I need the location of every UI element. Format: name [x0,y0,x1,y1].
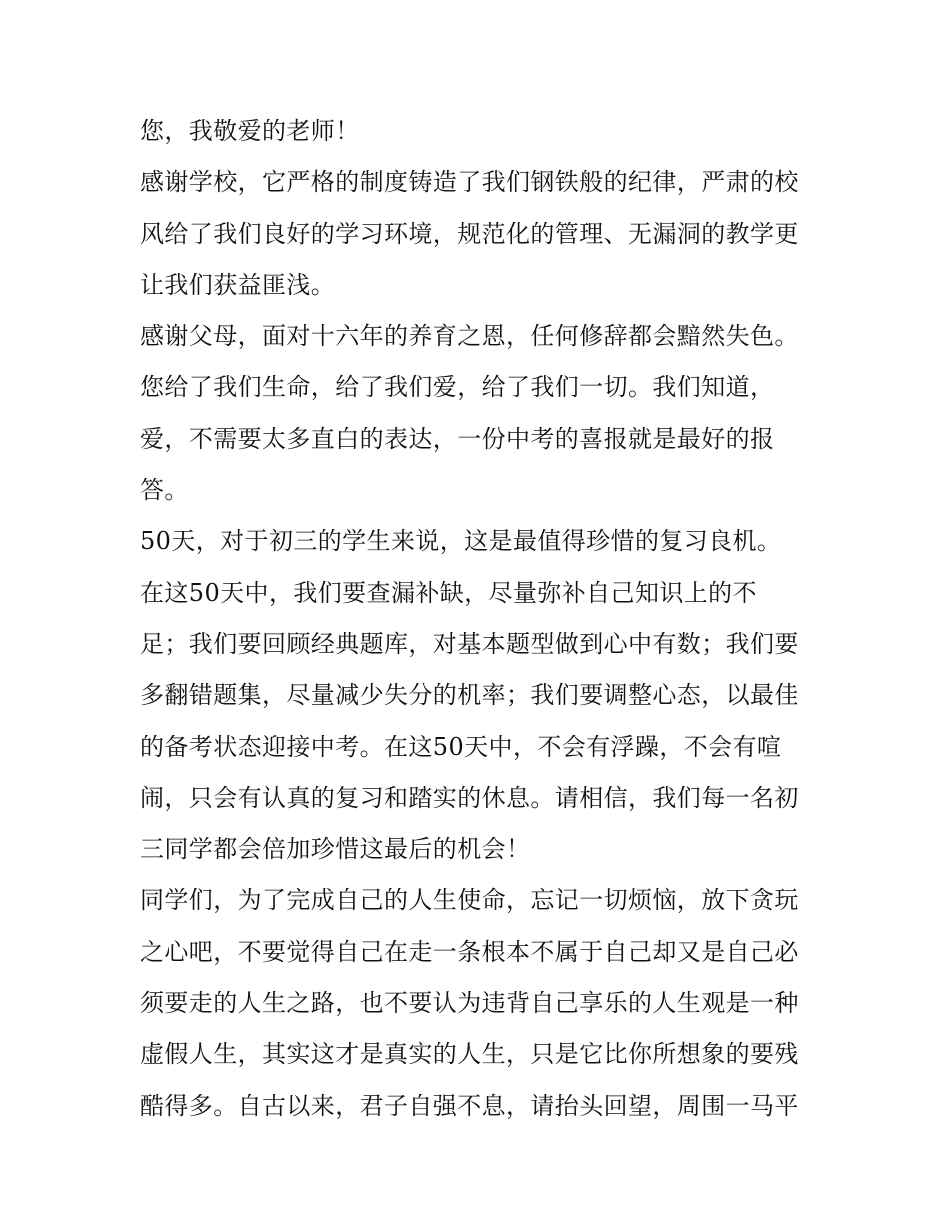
text-line: 同学们，为了完成自己的人生使命，忘记一切烦恼，放下贪玩 [140,886,799,915]
document-body [140,106,820,1132]
text-line: 爱，不需要太多直白的表达，一份中考的喜报就是最好的报 [140,424,775,453]
text-line: 足；我们要回顾经典题库，对基本题型做到心中有数；我们要 [140,629,799,658]
text-line: 让我们获益匪浅。 [140,270,336,299]
text-line: 的备考状态迎接中考。在这50天中，不会有浮躁，不会有喧 [140,732,782,761]
text-line: 须要走的人生之路，也不要认为违背自己享乐的人生观是一种 [140,989,799,1018]
text-line: 在这50天中，我们要查漏补缺，尽量弥补自己知识上的不 [140,578,757,607]
text-line: 风给了我们良好的学习环境，规范化的管理、无漏洞的教学更 [140,219,799,248]
text-line: 您，我敬爱的老师！ [140,117,360,145]
text-line: 感谢学校，它严格的制度铸造了我们钢铁般的纪律，严肃的校 [140,168,799,197]
text-line: 之心吧，不要觉得自己在走一条根本不属于自己却又是自己必 [140,937,799,966]
text-line: 闹，只会有认真的复习和踏实的休息。请相信，我们每一名初 [140,783,799,812]
text-line: 答。 [140,476,189,505]
text-line: 50天，对于初三的学生来说，这是最值得珍惜的复习良机。 [140,527,782,556]
text-line: 您给了我们生命，给了我们爱，给了我们一切。我们知道， [140,373,775,402]
text-line: 虚假人生，其实这才是真实的人生，只是它比你所想象的要残 [140,1040,799,1069]
text-line: 酷得多。自古以来，君子自强不息，请抬头回望，周围一马平 [140,1091,799,1120]
text-line: 感谢父母，面对十六年的养育之恩，任何修辞都会黯然失色。 [140,322,799,351]
text-line: 多翻错题集，尽量减少失分的机率；我们要调整心态，以最佳 [140,681,799,710]
text-line: 三同学都会倍加珍惜这最后的机会！ [140,835,531,864]
